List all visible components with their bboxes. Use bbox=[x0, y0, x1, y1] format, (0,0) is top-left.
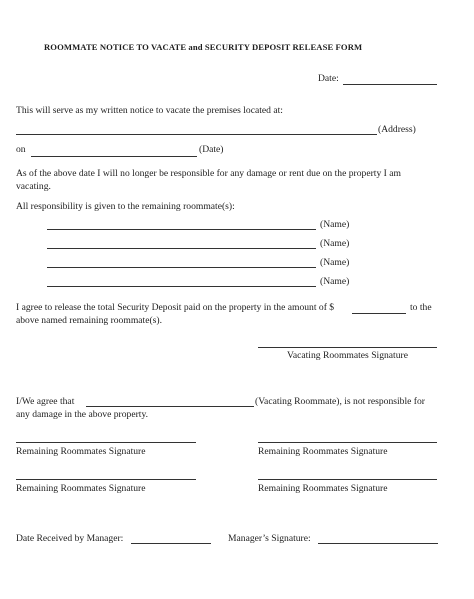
date-label: Date: bbox=[318, 73, 339, 84]
remaining-signature-field-1[interactable] bbox=[16, 442, 196, 443]
deposit-line-1: I agree to release the total Security Deposit paid on the property in the amount of $ bbox=[16, 302, 335, 313]
remaining-signature-label-2: Remaining Roommates Signature bbox=[258, 446, 388, 457]
agree-prefix: I/We agree that bbox=[16, 396, 75, 407]
on-label: on bbox=[16, 144, 26, 155]
deposit-amount-field[interactable] bbox=[352, 313, 406, 314]
responsibility-line-1: As of the above date I will no longer be responsible for any damage or rent due on the property I am bbox=[16, 168, 401, 179]
remaining-signature-label-3: Remaining Roommates Signature bbox=[16, 483, 146, 494]
agree-suffix: (Vacating Roommate), is not responsible for bbox=[255, 396, 425, 407]
name-field-3[interactable] bbox=[47, 267, 316, 268]
agree-line-2: any damage in the above property. bbox=[16, 409, 149, 420]
vacating-signature-label: Vacating Roommates Signature bbox=[287, 350, 408, 361]
remaining-signature-label-4: Remaining Roommates Signature bbox=[258, 483, 388, 494]
name-label-1: (Name) bbox=[320, 219, 350, 230]
name-field-1[interactable] bbox=[47, 229, 316, 230]
deposit-to-the: to the bbox=[410, 302, 432, 313]
name-label-3: (Name) bbox=[320, 257, 350, 268]
name-field-2[interactable] bbox=[47, 248, 316, 249]
date-received-field[interactable] bbox=[131, 543, 211, 544]
name-label-2: (Name) bbox=[320, 238, 350, 249]
vacate-date-label: (Date) bbox=[199, 144, 224, 155]
name-label-4: (Name) bbox=[320, 276, 350, 287]
date-received-label: Date Received by Manager: bbox=[16, 533, 124, 544]
manager-signature-label: Manager’s Signature: bbox=[228, 533, 311, 544]
notice-line: This will serve as my written notice to vacate the premises located at: bbox=[16, 105, 283, 116]
form-title: ROOMMATE NOTICE TO VACATE and SECURITY DEPOSIT RELEASE FORM bbox=[44, 42, 363, 52]
address-field[interactable] bbox=[16, 134, 377, 135]
remaining-signature-label-1: Remaining Roommates Signature bbox=[16, 446, 146, 457]
vacating-signature-field[interactable] bbox=[258, 347, 437, 348]
responsibility-line-2: vacating. bbox=[16, 181, 51, 192]
vacating-roommate-field[interactable] bbox=[86, 406, 254, 407]
date-field[interactable] bbox=[343, 84, 437, 85]
manager-signature-field[interactable] bbox=[318, 543, 438, 544]
remaining-signature-field-4[interactable] bbox=[258, 479, 437, 480]
address-label: (Address) bbox=[378, 124, 416, 135]
deposit-line-2: above named remaining roommate(s). bbox=[16, 315, 162, 326]
remaining-signature-field-3[interactable] bbox=[16, 479, 196, 480]
remaining-roommates-line: All responsibility is given to the remaining roommate(s): bbox=[16, 201, 235, 212]
name-field-4[interactable] bbox=[47, 286, 316, 287]
vacate-date-field[interactable] bbox=[31, 156, 197, 157]
remaining-signature-field-2[interactable] bbox=[258, 442, 437, 443]
